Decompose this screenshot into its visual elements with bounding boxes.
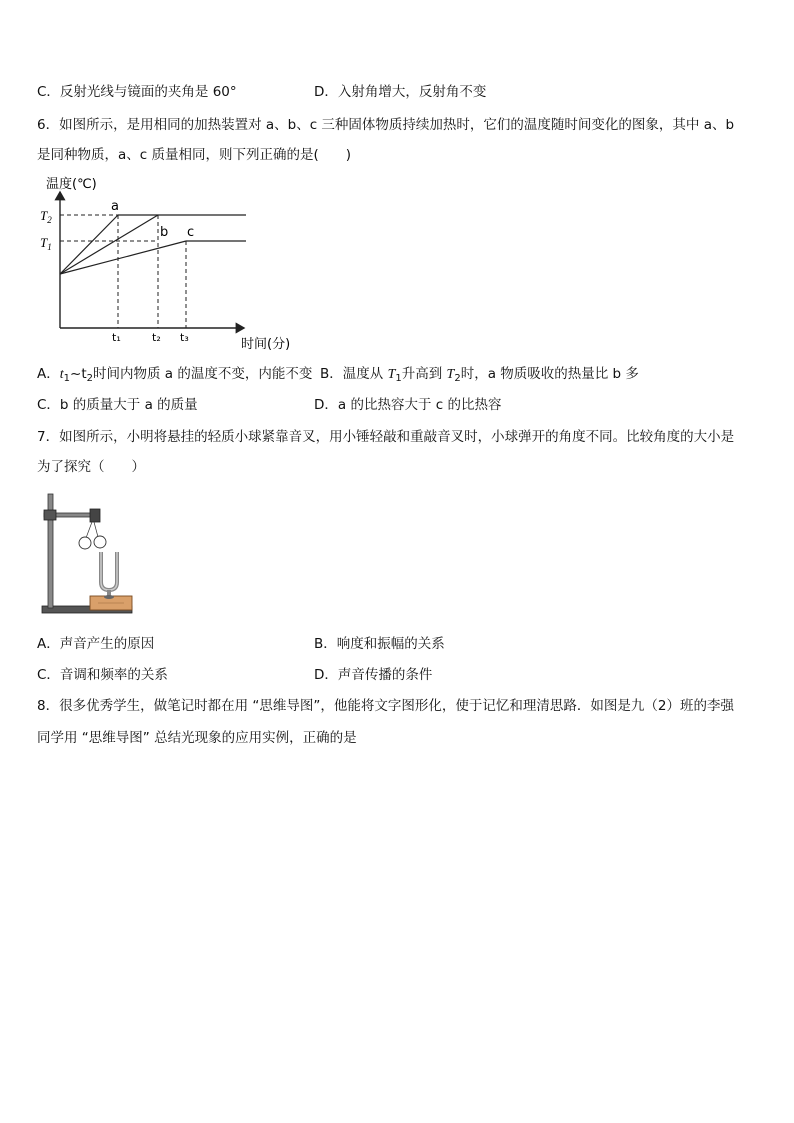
t2-temp-label: $T_2$ <box>40 208 52 225</box>
q7-option-b: B．响度和振幅的关系 <box>314 636 445 652</box>
temperature-time-graph <box>36 170 298 356</box>
q7-stem-line2: 为了探究（ ） <box>37 459 145 475</box>
q6-option-b: B．温度从 $T_1$升高到 $T_2$时，a 物质吸收的热量比 b 多 <box>320 366 639 384</box>
t1-temp-label: $T_1$ <box>40 235 52 252</box>
q5-option-c: C．反射光线与镜面的夹角是 60° <box>37 84 237 100</box>
q6-option-c: C．b 的质量大于 a 的质量 <box>37 397 198 413</box>
point-label-b: b <box>160 225 169 240</box>
point-label-c: c <box>187 225 195 240</box>
q8-stem-line1: 8．很多优秀学生，做笔记时都在用 “思维导图”，他能将文字图形化，使于记忆和理清思路．如图是九（2）班的李强 <box>37 698 734 714</box>
q7-option-a: A．声音产生的原因 <box>37 636 155 652</box>
q6-option-d: D．a 的比热容大于 c 的比热容 <box>314 397 502 413</box>
tick-t1: t₁ <box>112 331 121 344</box>
tuning-fork-apparatus <box>38 490 138 620</box>
tick-t2: t₂ <box>152 331 161 344</box>
x-axis-label: 时间(分) <box>241 337 291 352</box>
q8-stem-line2: 同学用 “思维导图” 总结光现象的应用实例，正确的是 <box>37 730 357 746</box>
q7-option-d: D．声音传播的条件 <box>314 667 433 683</box>
q7-option-c: C．音调和频率的关系 <box>37 667 168 683</box>
q6-stem-line2: 是同种物质，a、c 质量相同，则下列正确的是( ) <box>37 147 352 163</box>
y-axis-label: 温度(℃) <box>46 177 97 192</box>
q6-stem-line1: 6．如图所示，是用相同的加热装置对 a、b、c 三种固体物质持续加热时，它们的温度随时间变化的图象，其中 a、b <box>37 117 735 133</box>
q6-option-a: A．$t_1\sim t_2$时间内物质 a 的温度不变，内能不变 <box>37 366 313 384</box>
q5-option-d: D．入射角增大，反射角不变 <box>314 84 487 100</box>
point-label-a: a <box>111 199 119 214</box>
q7-stem-line1: 7．如图所示，小明将悬挂的轻质小球紧靠音叉，用小锤轻敲和重敲音叉时，小球弹开的角度不同。比较角度的大小是 <box>37 429 735 445</box>
tick-t3: t₃ <box>180 331 189 344</box>
curve-c-rise <box>60 241 186 274</box>
